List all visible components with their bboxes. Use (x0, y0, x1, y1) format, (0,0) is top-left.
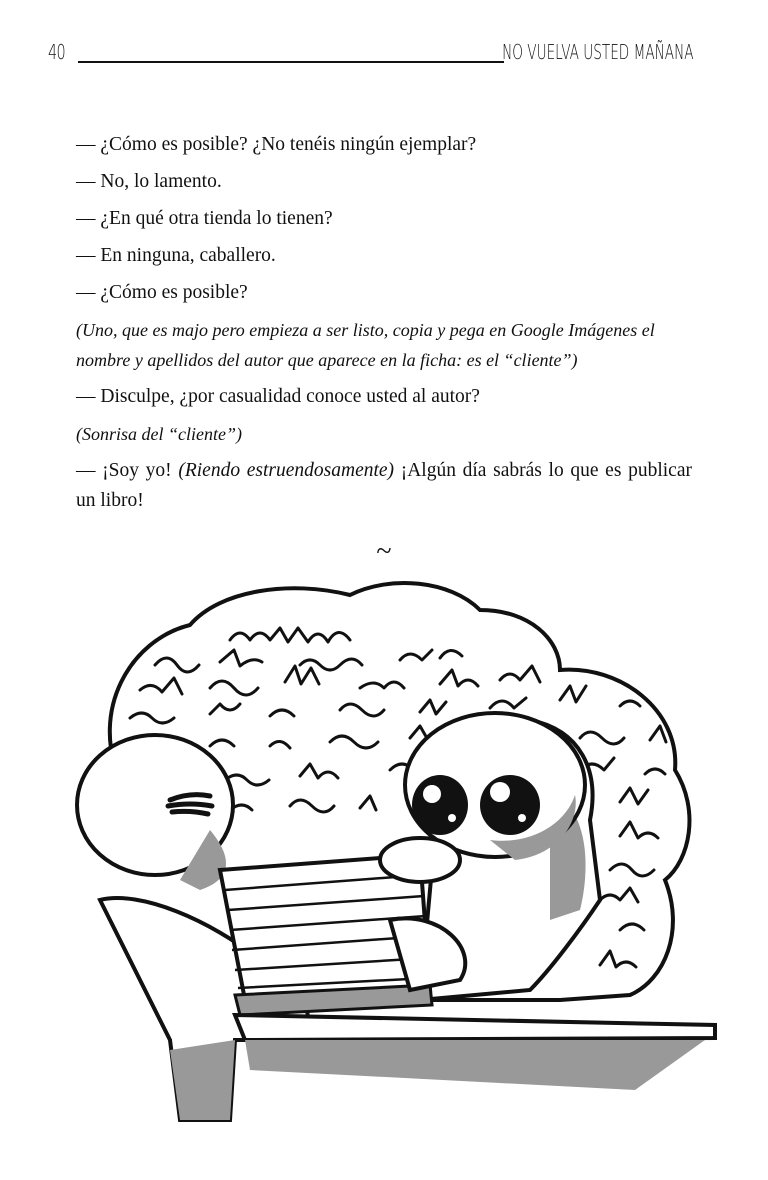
dialogue-text (76, 130, 692, 523)
stage-direction: (Uno, que es majo pero empieza a ser listo, copia y pega en Google Imágenes el nombre y apellidos del autor que aparece en la ficha: es el “cliente”) (76, 320, 655, 370)
dialogue-line: — ¿Cómo es posible? ¿No tenéis ningún ejemplar? (76, 134, 477, 155)
dialogue-line: — Disculpe, ¿por casualidad conoce usted al autor? (76, 386, 480, 407)
book-title: NO VUELVA USTED MAÑANA (502, 40, 694, 64)
right-eye-sparkle (518, 814, 526, 822)
section-separator: ~ (376, 536, 392, 567)
manuscript-illustration (60, 570, 730, 1130)
author-hand (380, 838, 460, 882)
dialogue-line: — En ninguna, caballero. (76, 245, 276, 266)
customer-body-shadow (170, 1040, 235, 1120)
stage-direction: (Sonrisa del “cliente”) (76, 424, 242, 444)
right-eye-highlight (490, 782, 510, 802)
dialogue-line: — ¿En qué otra tienda lo tienen? (76, 208, 333, 229)
left-eye-sparkle (448, 814, 456, 822)
final-line-aside: (Riendo estruendosamente) (178, 460, 395, 481)
illustration-svg (60, 570, 730, 1130)
dialogue-line: — No, lo lamento. (76, 171, 222, 192)
running-head (48, 36, 694, 70)
left-eye-highlight (423, 785, 441, 803)
page-number: 40 (48, 40, 65, 64)
header-rule (78, 61, 504, 63)
dialogue-line-final (76, 456, 692, 516)
right-eye (480, 775, 540, 835)
shop-counter (235, 1015, 715, 1040)
dialogue-line: — ¿Cómo es posible? (76, 282, 248, 303)
counter-shadow (245, 1040, 705, 1090)
final-line-start: — ¡Soy yo! (76, 460, 179, 481)
final-line-end: ¡Algún día sabrás lo que es publicar un libro! (76, 460, 692, 511)
left-eye (412, 775, 468, 835)
